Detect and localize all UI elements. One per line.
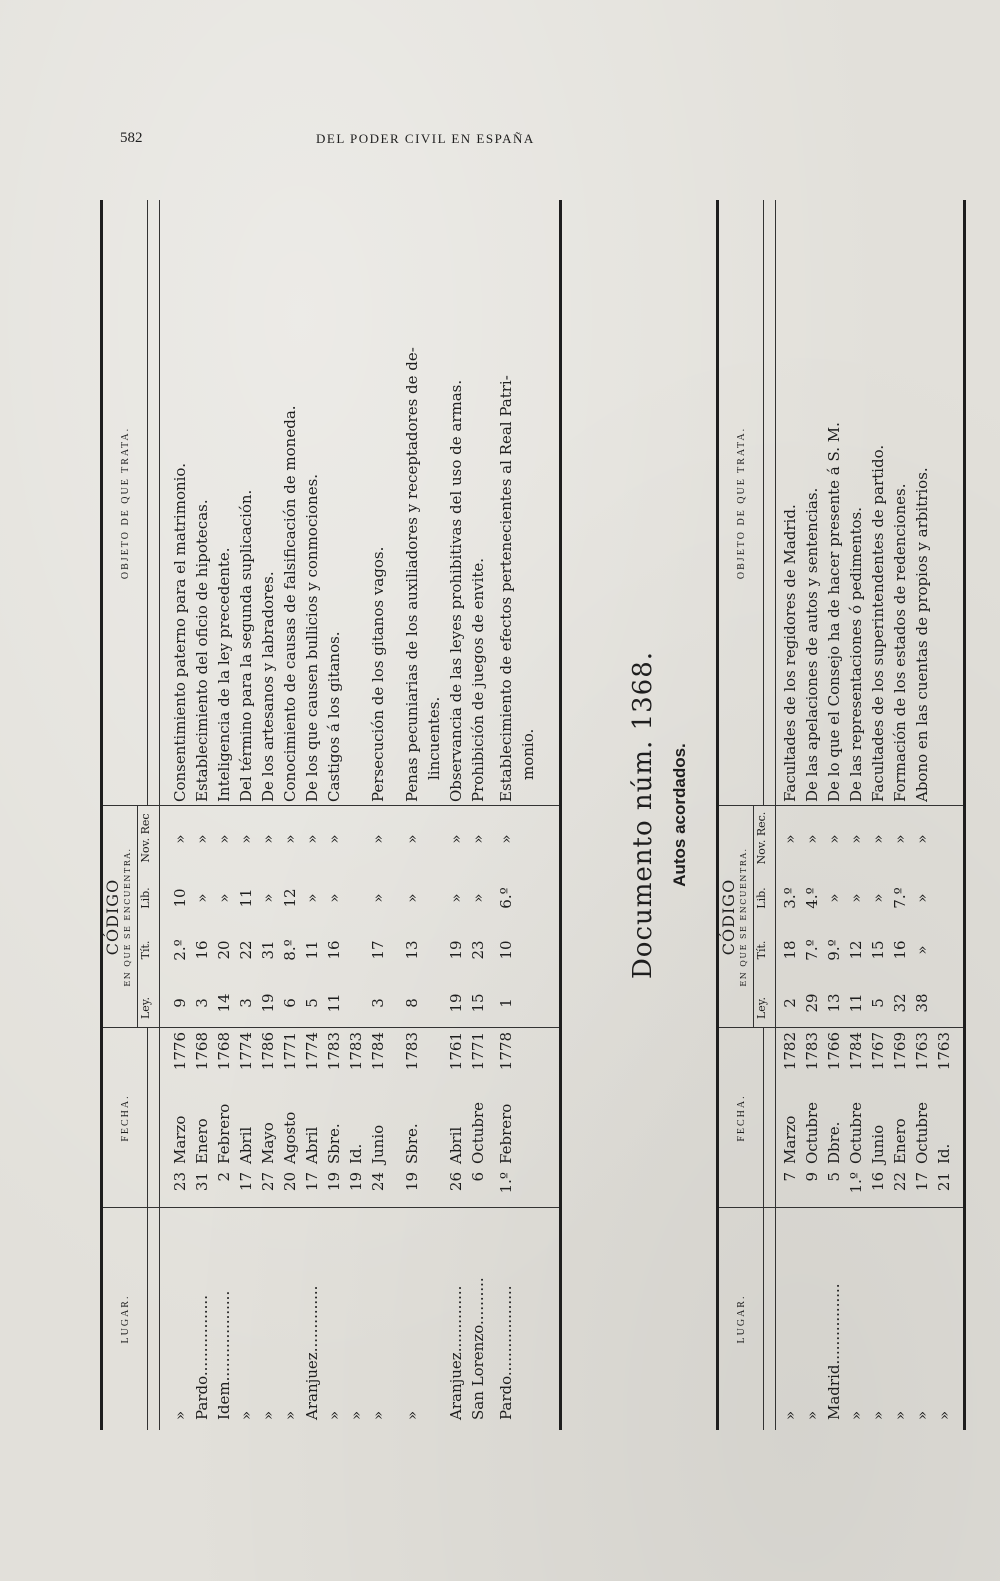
cell-month: Id. <box>935 1143 953 1164</box>
cell-ley: 19 <box>447 993 465 1013</box>
cell-lib: » <box>469 893 487 903</box>
cell-year: 1783 <box>325 1032 343 1071</box>
cell-year: 1778 <box>497 1032 515 1071</box>
header-objeto: OBJETO DE QUE TRATA. <box>103 200 148 806</box>
cell-year: 1783 <box>347 1032 365 1071</box>
cell-ley: 11 <box>325 993 343 1013</box>
cell-lib: 3.º <box>781 887 799 909</box>
table-row <box>367 200 389 1430</box>
cell-lib: » <box>193 893 211 903</box>
cell-day: 17 <box>913 1172 931 1192</box>
cell-objeto: Formación de los estados de redenciones. <box>891 483 909 802</box>
cell-tit: 12 <box>847 940 865 960</box>
cell-ley: 3 <box>237 998 255 1008</box>
cell-lugar: » <box>259 1410 277 1420</box>
cell-objeto: Abono en las cuentas de propios y arbitrios. <box>913 467 931 802</box>
cell-tit: 15 <box>869 940 887 960</box>
cell-day: 17 <box>237 1172 255 1192</box>
cell-objeto: Persecución de los gitanos vagos. <box>369 546 387 802</box>
cell-lugar: » <box>325 1410 343 1420</box>
cell-month: Enero <box>891 1118 909 1164</box>
cell-month: Febrero <box>497 1103 515 1164</box>
cell-month: Junio <box>369 1124 387 1164</box>
cell-ley: 3 <box>369 998 387 1008</box>
cell-day: 16 <box>869 1172 887 1192</box>
cell-year: 1783 <box>803 1032 821 1071</box>
cell-year: 1771 <box>469 1032 487 1071</box>
header-codigo-sub: EN QUE SE ENCUENTRA. <box>739 847 748 987</box>
cell-nov: » <box>913 834 931 844</box>
cell-lib: 7.º <box>891 887 909 909</box>
cell-ley: 19 <box>259 993 277 1013</box>
cell-lugar: » <box>803 1410 821 1420</box>
cell-nov: » <box>847 834 865 844</box>
cell-ley: 3 <box>193 998 211 1008</box>
header-tit: Tít. <box>755 940 768 960</box>
cell-lugar: Pardo................. <box>193 1295 211 1420</box>
cell-ley: 32 <box>891 993 909 1013</box>
cell-tit: 16 <box>891 940 909 960</box>
cell-lib: » <box>913 893 931 903</box>
cell-lugar: » <box>869 1410 887 1420</box>
cell-month: Junio <box>869 1124 887 1164</box>
cell-lib: » <box>847 893 865 903</box>
cell-day: 19 <box>403 1172 421 1192</box>
cell-tit: 16 <box>193 940 211 960</box>
cell-nov: » <box>215 834 233 844</box>
cell-day: 19 <box>347 1172 365 1192</box>
cell-month: Febrero <box>215 1103 233 1164</box>
header-lugar: LUGAR. <box>103 1208 148 1430</box>
cell-lugar: » <box>781 1410 799 1420</box>
cell-tit: 10 <box>497 940 515 960</box>
cell-month: Sbre. <box>403 1123 421 1164</box>
cell-day: 22 <box>891 1172 909 1192</box>
table-row <box>445 200 467 1430</box>
table-row <box>423 200 445 1430</box>
cell-lib: » <box>403 893 421 903</box>
cell-nov: » <box>825 834 843 844</box>
table-row <box>169 200 191 1430</box>
cell-ley: 14 <box>215 993 233 1013</box>
cell-nov: » <box>869 834 887 844</box>
cell-lib: 10 <box>171 888 189 908</box>
cell-year: 1766 <box>825 1032 843 1071</box>
cell-tit: » <box>913 945 931 955</box>
cell-lugar: » <box>171 1410 189 1420</box>
document-subtitle: Autos acordados. <box>670 743 689 887</box>
header-lib: Lib. <box>755 887 768 909</box>
cell-month: Octubre <box>913 1101 931 1164</box>
cell-year: 1763 <box>913 1032 931 1071</box>
cell-lib: 11 <box>237 888 255 908</box>
cell-tit: 20 <box>215 940 233 960</box>
cell-nov: » <box>281 834 299 844</box>
cell-year: 1784 <box>369 1032 387 1071</box>
cell-nov: » <box>193 834 211 844</box>
table-row <box>911 200 933 1430</box>
cell-nov: » <box>781 834 799 844</box>
cell-month: Abril <box>303 1126 321 1164</box>
rotated-content <box>80 200 960 1430</box>
cell-objeto: Penas pecuniarias de los auxiliadores y receptadores de de- <box>403 347 421 802</box>
cell-objeto: Establecimiento de efectos pertenecientes al Real Patri- <box>497 375 515 802</box>
cell-tit: 7.º <box>803 939 821 961</box>
header-tit: Tít. <box>139 940 152 960</box>
cell-nov: » <box>171 834 189 844</box>
cell-lugar: San Lorenzo.......... <box>469 1277 487 1420</box>
cell-nov: » <box>369 834 387 844</box>
cell-year: 1782 <box>781 1032 799 1071</box>
cell-tit: 22 <box>237 940 255 960</box>
table-row <box>889 200 911 1430</box>
cell-ley: 5 <box>303 998 321 1008</box>
cell-year: 1771 <box>281 1032 299 1071</box>
running-title: DEL PODER CIVIL EN ESPAÑA <box>316 131 535 146</box>
cell-ley: 38 <box>913 993 931 1013</box>
cell-nov: » <box>403 834 421 844</box>
table-2 <box>716 200 966 1430</box>
cell-tit: 31 <box>259 940 277 960</box>
cell-month: Marzo <box>171 1115 189 1164</box>
cell-lib: 12 <box>281 888 299 908</box>
cell-year: 1786 <box>259 1032 277 1071</box>
cell-objeto: lincuentes. <box>425 696 443 780</box>
cell-objeto: Establecimiento del oficio de hipotecas. <box>193 499 211 802</box>
cell-month: Marzo <box>781 1115 799 1164</box>
cell-lib: » <box>215 893 233 903</box>
header-codigo: CÓDIGO <box>103 878 122 956</box>
table-row <box>467 200 489 1430</box>
cell-year: 1769 <box>891 1032 909 1071</box>
cell-nov: » <box>803 834 821 844</box>
table-row <box>345 200 367 1430</box>
cell-lugar: » <box>403 1410 421 1420</box>
table-row <box>933 200 955 1430</box>
cell-nov: » <box>891 834 909 844</box>
table-row <box>845 200 867 1430</box>
cell-day: 23 <box>171 1172 189 1192</box>
cell-lugar: » <box>847 1410 865 1420</box>
cell-day: 21 <box>935 1172 953 1192</box>
cell-day: 24 <box>369 1172 387 1192</box>
cell-lib: » <box>303 893 321 903</box>
cell-lugar: » <box>281 1410 299 1420</box>
header-objeto: OBJETO DE QUE TRATA. <box>719 200 764 806</box>
table-row <box>301 200 323 1430</box>
table-row <box>517 200 539 1430</box>
document-title: Documento núm. 1368. <box>628 650 658 980</box>
table-row <box>257 200 279 1430</box>
header-fecha: FECHA. <box>103 1028 148 1208</box>
cell-objeto: Facultades de los superintendentes de partido. <box>869 444 887 802</box>
cell-ley: 9 <box>171 998 189 1008</box>
cell-tit: 11 <box>303 940 321 960</box>
cell-lugar: » <box>891 1410 909 1420</box>
cell-ley: 5 <box>869 998 887 1008</box>
cell-day: 1.º <box>497 1172 515 1194</box>
cell-objeto: Castigos á los gitanos. <box>325 631 343 802</box>
cell-nov: » <box>447 834 465 844</box>
cell-objeto: Facultades de los regidores de Madrid. <box>781 504 799 802</box>
cell-ley: 15 <box>469 993 487 1013</box>
cell-lib: » <box>447 893 465 903</box>
header-nov: Nov. Rec <box>139 813 152 863</box>
cell-nov: » <box>303 834 321 844</box>
cell-objeto: Consentimiento paterno para el matrimonio. <box>171 463 189 802</box>
cell-lib: » <box>259 893 277 903</box>
cell-month: Id. <box>347 1143 365 1164</box>
cell-day: 17 <box>303 1172 321 1192</box>
cell-year: 1774 <box>303 1032 321 1071</box>
table-row <box>867 200 889 1430</box>
cell-ley: 8 <box>403 998 421 1008</box>
cell-objeto: De lo que el Consejo ha de hacer presente á S. M. <box>825 422 843 802</box>
table-row <box>801 200 823 1430</box>
cell-day: 27 <box>259 1172 277 1192</box>
cell-nov: » <box>259 834 277 844</box>
cell-day: 2 <box>215 1172 233 1182</box>
cell-month: Octubre <box>469 1101 487 1164</box>
cell-objeto: De los que causen bullicios y conmociones. <box>303 473 321 802</box>
table-row <box>323 200 345 1430</box>
cell-lugar: » <box>935 1410 953 1420</box>
cell-lugar: » <box>913 1410 931 1420</box>
cell-month: Abril <box>237 1126 255 1164</box>
cell-nov: » <box>469 834 487 844</box>
header-fecha: FECHA. <box>719 1028 764 1208</box>
cell-nov: » <box>497 834 515 844</box>
cell-month: Abril <box>447 1126 465 1164</box>
cell-year: 1767 <box>869 1032 887 1071</box>
cell-year: 1783 <box>403 1032 421 1071</box>
cell-year: 1776 <box>171 1032 189 1071</box>
cell-lugar: » <box>369 1410 387 1420</box>
cell-month: Octubre <box>847 1101 865 1164</box>
cell-tit: 16 <box>325 940 343 960</box>
cell-lugar: » <box>237 1410 255 1420</box>
cell-day: 6 <box>469 1172 487 1182</box>
cell-lib: » <box>869 893 887 903</box>
table-row <box>213 200 235 1430</box>
table-row <box>823 200 845 1430</box>
table-row <box>279 200 301 1430</box>
table-row <box>191 200 213 1430</box>
cell-lib: » <box>325 893 343 903</box>
cell-tit: 23 <box>469 940 487 960</box>
table-1 <box>100 200 562 1430</box>
cell-tit: 2.º <box>171 939 189 961</box>
header-lib: Lib. <box>139 887 152 909</box>
table-row <box>235 200 257 1430</box>
cell-tit: 9.º <box>825 939 843 961</box>
header-lugar: LUGAR. <box>719 1208 764 1430</box>
cell-tit: 19 <box>447 940 465 960</box>
cell-objeto: Inteligencia de la ley precedente. <box>215 547 233 802</box>
page-header <box>120 130 580 154</box>
table-row <box>495 200 517 1430</box>
cell-nov: » <box>325 834 343 844</box>
cell-ley: 6 <box>281 998 299 1008</box>
cell-month: Dbre. <box>825 1121 843 1164</box>
cell-month: Agosto <box>281 1111 299 1164</box>
codigo-divider <box>753 806 754 1028</box>
cell-month: Octubre <box>803 1101 821 1164</box>
cell-objeto: De las apelaciones de autos y sentencias. <box>803 487 821 802</box>
cell-year: 1774 <box>237 1032 255 1071</box>
cell-day: 31 <box>193 1172 211 1192</box>
cell-year: 1768 <box>215 1032 233 1071</box>
cell-month: Mayo <box>259 1122 277 1164</box>
cell-objeto: Conocimiento de causas de falsificación de moneda. <box>281 405 299 802</box>
cell-day: 1.º <box>847 1172 865 1194</box>
cell-day: 26 <box>447 1172 465 1192</box>
table-row <box>401 200 423 1430</box>
cell-objeto: Prohibición de juegos de envite. <box>469 557 487 802</box>
cell-objeto: De las representaciones ó pedimentos. <box>847 507 865 802</box>
cell-day: 9 <box>803 1172 821 1182</box>
cell-lib: 6.º <box>497 887 515 909</box>
cell-objeto: De los artesanos y labradores. <box>259 571 277 802</box>
cell-lugar: Idem................... <box>215 1290 233 1420</box>
cell-tit: 8.º <box>281 939 299 961</box>
cell-lugar: Pardo................... <box>497 1285 515 1420</box>
cell-ley: 11 <box>847 993 865 1013</box>
cell-tit: 13 <box>403 940 421 960</box>
cell-month: Enero <box>193 1118 211 1164</box>
cell-tit: 17 <box>369 940 387 960</box>
header-ley: Ley. <box>755 996 768 1020</box>
cell-day: 5 <box>825 1172 843 1182</box>
header-codigo-sub: EN QUE SE ENCUENTRA. <box>123 847 132 987</box>
cell-year: 1768 <box>193 1032 211 1071</box>
header-rule <box>159 200 160 1430</box>
cell-day: 19 <box>325 1172 343 1192</box>
cell-ley: 29 <box>803 993 821 1013</box>
cell-lib: » <box>825 893 843 903</box>
cell-ley: 13 <box>825 993 843 1013</box>
table-row <box>779 200 801 1430</box>
cell-year: 1761 <box>447 1032 465 1071</box>
header-codigo: CÓDIGO <box>719 878 738 956</box>
cell-day: 7 <box>781 1172 799 1182</box>
cell-lugar: Aranjuez.............. <box>447 1285 465 1420</box>
cell-tit: 18 <box>781 940 799 960</box>
header-rule <box>775 200 776 1430</box>
cell-objeto: Del término para la segunda suplicación. <box>237 489 255 802</box>
cell-ley: 1 <box>497 998 515 1008</box>
cell-ley: 2 <box>781 998 799 1008</box>
cell-lugar: Aranjuez.............. <box>303 1285 321 1420</box>
cell-objeto: Observancia de las leyes prohibitivas del uso de armas. <box>447 379 465 802</box>
cell-lugar: Madrid................. <box>825 1283 843 1420</box>
cell-year: 1763 <box>935 1032 953 1071</box>
header-ley: Ley. <box>139 996 152 1020</box>
cell-lib: 4.º <box>803 887 821 909</box>
cell-month: Sbre. <box>325 1123 343 1164</box>
page-number: 582 <box>120 130 143 146</box>
header-nov: Nov. Rec. <box>755 811 768 865</box>
codigo-divider <box>137 806 138 1028</box>
cell-nov: » <box>237 834 255 844</box>
cell-day: 20 <box>281 1172 299 1192</box>
cell-lib: » <box>369 893 387 903</box>
cell-lugar: » <box>347 1410 365 1420</box>
cell-objeto: monio. <box>519 728 537 780</box>
cell-year: 1784 <box>847 1032 865 1071</box>
